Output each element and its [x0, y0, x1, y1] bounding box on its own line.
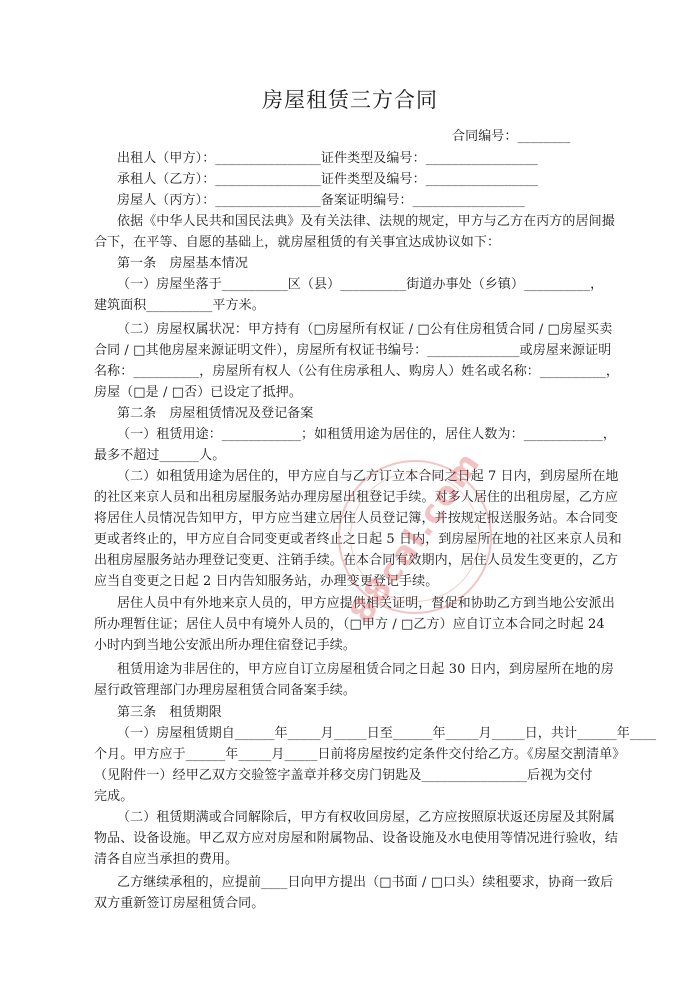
paragraph-line: （一）租赁用途：____________；如租赁用途为居住的，居住人数为：____________， — [117, 427, 616, 442]
document-title: 房屋租赁三方合同 — [262, 88, 438, 112]
paragraph-line: 应当自变更之日起 2 日内告知服务站，办理变更登记手续。 — [94, 574, 439, 589]
paragraph-line: 将居住人员情况告知甲方，甲方应当建立居住人员登记簿，并按规定报送服务站。本合同变 — [94, 511, 619, 526]
paragraph-line: 房屋（□是 / □否）已设定了抵押。 — [94, 385, 303, 400]
paragraph-line: 物品、设备设施。甲乙双方应对房屋和附属物品、设备设施及水电使用等情况进行验收，结 — [94, 831, 619, 846]
paragraph-line: 更或者终止的，甲方应自合同变更或者终止之日起 5 日内，到房屋所在地的社区来京人员和 — [94, 532, 622, 547]
paragraph-line: 居住人员中有外地来京人员的，甲方应提供相关证明，督促和协助乙方到当地公安派出 — [117, 596, 615, 611]
preamble-line: 依据《中华人民共和国民法典》及有关法律、法规的规定，甲方与乙方在丙方的居间撮 — [117, 214, 615, 229]
party-a-line: 出租人（甲方）：________________证件类型及编号：_________________ — [117, 151, 538, 166]
paragraph-line: 小时内到当地公安派出所办理住宿登记手续。 — [94, 638, 357, 653]
paragraph-line: 清各自应当承担的费用。 — [94, 852, 239, 867]
paragraph-line: 建筑面积__________平方米。 — [94, 298, 265, 313]
paragraph-line: （二）如租赁用途为居住的，甲方应自与乙方订立本合同之日起 7 日内，到房屋所在地 — [117, 469, 619, 484]
paragraph-line: 合同 / □其他房屋来源证明文件），房屋所有权证书编号：______________或房屋来源证明 — [94, 343, 612, 358]
contract-number: 合同编号：________ — [452, 129, 571, 144]
paragraph-line: 完成。 — [94, 789, 134, 804]
paragraph-line: （二）房屋权属状况：甲方持有（□房屋所有权证 / □公有住房租赁合同 / □房屋买卖 — [117, 322, 613, 337]
paragraph-line: 的社区来京人员和出租房屋服务站办理房屋出租登记手续。对多人居住的出租房屋，乙方应 — [94, 490, 619, 505]
paragraph-line: 租赁用途为非居住的，甲方应自订立房屋租赁合同之日起 30 日内，到房屋所在地的房 — [117, 662, 614, 677]
preamble-line: 合下，在平等、自愿的基础上，就房屋租赁的有关事宜达成协议如下： — [94, 235, 501, 250]
paragraph-line: 屋行政管理部门办理房屋租赁合同备案手续。 — [94, 683, 357, 698]
article-heading: 第三条 租赁期限 — [117, 705, 222, 720]
paragraph-line: 名称：__________，房屋所有权人（公有住房承租人、购房人）姓名或名称：__________， — [94, 364, 619, 379]
watermark-text: 88cal.com — [341, 443, 489, 631]
paragraph-line: 最多不超过______人。 — [94, 448, 226, 463]
paragraph-line: （一）房屋坐落于__________区（县）__________街道办事处（乡镇）__________， — [117, 277, 604, 292]
party-b-line: 承租人（乙方）：________________证件类型及编号：_________________ — [117, 172, 538, 187]
article-heading: 第二条 房屋租赁情况及登记备案 — [117, 406, 314, 421]
article-heading: 第一条 房屋基本情况 — [117, 256, 249, 271]
paragraph-line: 双方重新签订房屋租赁合同。 — [94, 896, 265, 911]
paragraph-line: （二）租赁期满或合同解除后，甲方有权收回房屋，乙方应按照原状返还房屋及其附属 — [117, 810, 615, 825]
paragraph-line: 个月。甲方应于______年_____月_____日前将房屋按约定条件交付给乙方。《房屋交割清单》 — [94, 747, 626, 762]
paragraph-line: （一）房屋租赁期自______年_____月_____日至______年_____月_____日，共计______年____ — [117, 726, 657, 741]
paragraph-line: 乙方继续承租的，应提前____日向甲方提出（□书面 / □口头）续租要求，协商一致后 — [117, 875, 614, 890]
paragraph-line: （见附件一）经甲乙双方交验签字盖章并移交房门钥匙及________________后视为交付 — [94, 768, 593, 783]
party-c-line: 房屋人（丙方）：________________备案证明编号：_________________ — [117, 193, 525, 208]
paragraph-line: 所办理暂住证；居住人员中有境外人员的，（□甲方 / □乙方）应自订立本合同之时起 24 — [94, 617, 605, 632]
paragraph-line: 出租房屋服务站办理登记变更、注销手续。在本合同有效期内，居住人员发生变更的，乙方 — [94, 553, 619, 568]
